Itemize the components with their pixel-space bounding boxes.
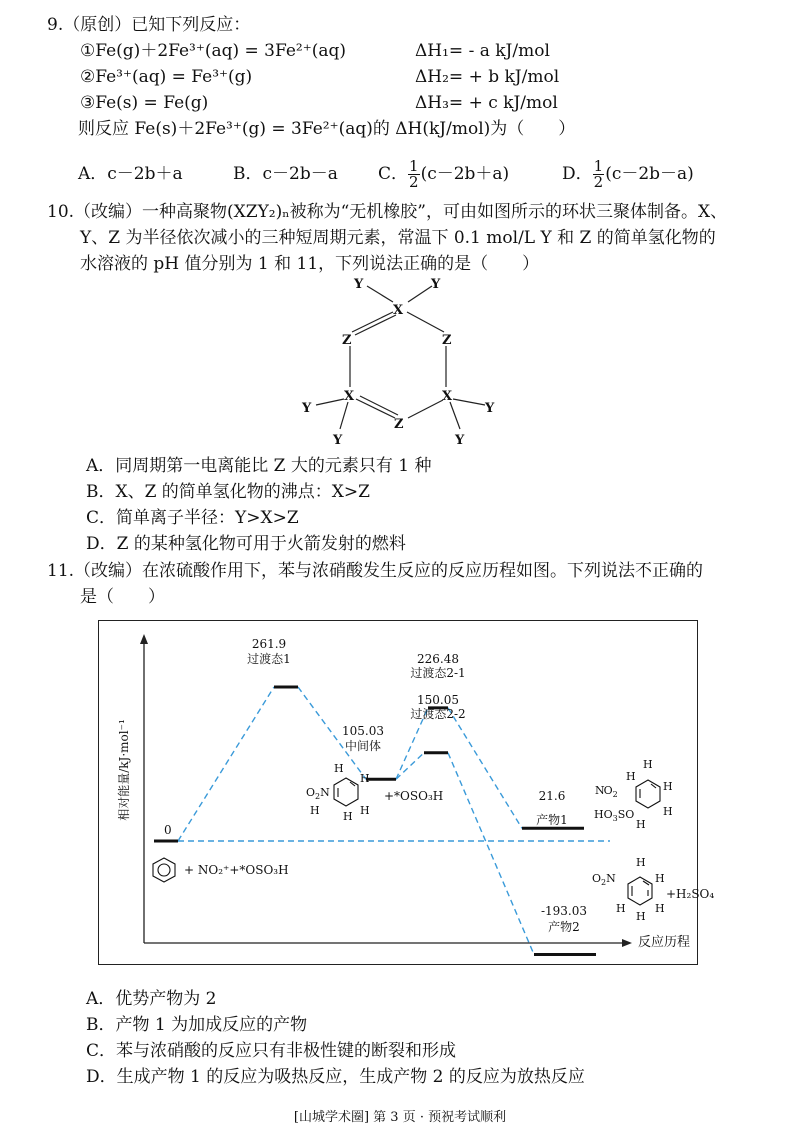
ring-atom-y: Y	[302, 401, 312, 416]
page-footer: [山城学术圈] 第 3 页 · 预祝考试顺利	[293, 1110, 507, 1125]
x-axis-arrow	[622, 939, 632, 947]
product1-h: H	[663, 780, 673, 793]
product2-h: H	[655, 872, 665, 885]
nitrobenzene-structure	[628, 877, 652, 905]
energy-path-segment	[396, 753, 424, 779]
level-value-product2: -193.03	[540, 904, 588, 918]
intermediate-no2: $O_2N$	[306, 786, 330, 801]
product1-h: H	[663, 805, 673, 818]
level-label-ts1: 过渡态1	[247, 652, 291, 666]
x-axis-label: 反应历程	[638, 935, 691, 950]
energy-profile-chart	[98, 620, 715, 965]
energy-path-segment	[448, 753, 534, 955]
q9-dh1: ΔH₁= - a kJ/mol	[415, 41, 550, 61]
intermediate-h: H	[343, 810, 353, 823]
ring-atom-y: Y	[485, 401, 495, 416]
q10-option-c: C．简单离子半径：Y>X>Z	[86, 508, 299, 528]
q9-reaction-3: ③Fe(s) = Fe(g)	[80, 93, 209, 113]
level-label-product2: 产物2	[548, 920, 580, 934]
q9-option-c-body: (c－2b＋a)	[420, 164, 510, 184]
level-label-product1: 产物1	[536, 813, 568, 827]
ring-atom-z: Z	[394, 417, 404, 432]
q9-option-d-label: D．	[562, 164, 593, 184]
ring-atom-x: X	[344, 389, 355, 404]
q11-stem-line2: 是（ ）	[80, 587, 165, 607]
q9-option-b: B．c－2b－a	[233, 164, 338, 184]
intermediate-h: H	[310, 804, 320, 817]
ring-atom-x: X	[442, 389, 453, 404]
product1-h: H	[636, 818, 646, 831]
y-axis-arrow	[140, 634, 148, 644]
q9-dh2: ΔH₂= + b kJ/mol	[415, 67, 560, 87]
q11-option-c: C．苯与浓硝酸的反应只有非极性键的断裂和形成	[86, 1041, 457, 1061]
product1-h: H	[626, 770, 636, 783]
level-value-product1: 21.6	[538, 789, 566, 803]
level-value-ts2-1: 226.48	[417, 652, 459, 666]
q9-option-a: A．c－2b＋a	[78, 164, 183, 184]
q9-reaction-1: ①Fe(g)＋2Fe³⁺(aq) = 3Fe²⁺(aq)	[80, 41, 346, 61]
fraction: $\frac{1}{2}$	[593, 157, 604, 191]
energy-path-segment	[178, 687, 274, 841]
q10-option-d: D．Z 的某种氢化物可用于火箭发射的燃料	[86, 534, 406, 554]
fraction: $\frac{1}{2}$	[409, 157, 419, 191]
intermediate-structure	[334, 778, 358, 806]
energy-path-segment	[448, 708, 522, 828]
q9-dh3: ΔH₃= + c kJ/mol	[415, 93, 558, 113]
q11-option-d: D．生成产物 1 的反应为吸热反应，生成产物 2 的反应为放热反应	[86, 1067, 585, 1087]
level-value-reactant: 0	[164, 823, 172, 837]
product2-h: H	[616, 902, 626, 915]
q9-option-c	[378, 159, 509, 190]
q9-option-c-label: C．	[378, 164, 409, 184]
intermediate-text: +*OSO₃H	[384, 789, 444, 803]
product1-hso3: $HO_3SO$	[594, 808, 635, 823]
reactant-text: + NO₂⁺+*OSO₃H	[184, 863, 289, 877]
product1-h: H	[643, 758, 653, 771]
q9-question: 则反应 Fe(s)＋2Fe³⁺(g) = 3Fe²⁺(aq)的 ΔH(kJ/mol)为（ ）	[78, 119, 576, 139]
ring-atom-z: Z	[442, 333, 452, 348]
q11-stem-line1: 11.（改编）在浓硫酸作用下，苯与浓硝酸发生反应的反应历程如图。下列说法不正确的	[47, 561, 704, 581]
product1-no2: $NO_2$	[595, 784, 618, 799]
intermediate-h: H	[360, 804, 370, 817]
ring-atom-x: X	[393, 303, 404, 318]
level-label-intermediate: 中间体	[344, 739, 382, 753]
q10-stem-line1: 10.（改编）一种高聚物(XZY₂)ₙ被称为“无机橡胶”，可由如图所示的环状三聚体制备。X、	[47, 202, 728, 222]
q9-stem: 9.（原创）已知下列反应：	[47, 15, 251, 35]
product2-h: H	[636, 910, 646, 923]
trimer-ring-figure	[290, 272, 520, 452]
ring-atom-y: Y	[431, 277, 441, 292]
q10-option-a: A．同周期第一电离能比 Z 大的元素只有 1 种	[86, 456, 432, 476]
product2-h: H	[636, 856, 646, 869]
ring-atom-y: Y	[333, 433, 343, 448]
intermediate-h: H	[360, 772, 370, 785]
ring-atom-y: Y	[354, 277, 364, 292]
q10-option-b: B．X、Z 的简单氢化物的沸点：X>Z	[86, 482, 370, 502]
y-axis-label: 相对能量/kJ·mol⁻¹	[117, 719, 131, 821]
ring-atom-z: Z	[342, 333, 352, 348]
level-label-ts2-1: 过渡态2-1	[410, 666, 466, 680]
product1-structure	[636, 780, 660, 808]
q11-option-b: B．产物 1 为加成反应的产物	[86, 1015, 308, 1035]
product2-no2: $O_2N$	[592, 872, 616, 887]
q10-stem-line3: 水溶液的 pH 值分别为 1 和 11，下列说法正确的是（ ）	[80, 254, 540, 274]
q9-option-d	[562, 159, 694, 190]
benzene-structure	[153, 858, 175, 882]
level-value-intermediate: 105.03	[342, 724, 384, 738]
level-value-ts2-2: 150.05	[417, 693, 459, 707]
level-label-ts2-2: 过渡态2-2	[410, 707, 466, 721]
q10-stem-line2: Y、Z 为半径依次减小的三种短周期元素，常温下 0.1 mol/L Y 和 Z 的简单氢化物的	[80, 228, 716, 248]
level-value-ts1: 261.9	[251, 637, 287, 651]
q9-reaction-2: ②Fe³⁺(aq) = Fe³⁺(g)	[80, 67, 253, 87]
q9-option-d-body: (c－2b－a)	[605, 164, 694, 184]
product2-text: +H₂SO₄	[666, 887, 715, 901]
ring-atom-y: Y	[455, 433, 465, 448]
product2-h: H	[655, 902, 665, 915]
q11-option-a: A．优势产物为 2	[86, 989, 217, 1009]
intermediate-h: H	[334, 762, 344, 775]
